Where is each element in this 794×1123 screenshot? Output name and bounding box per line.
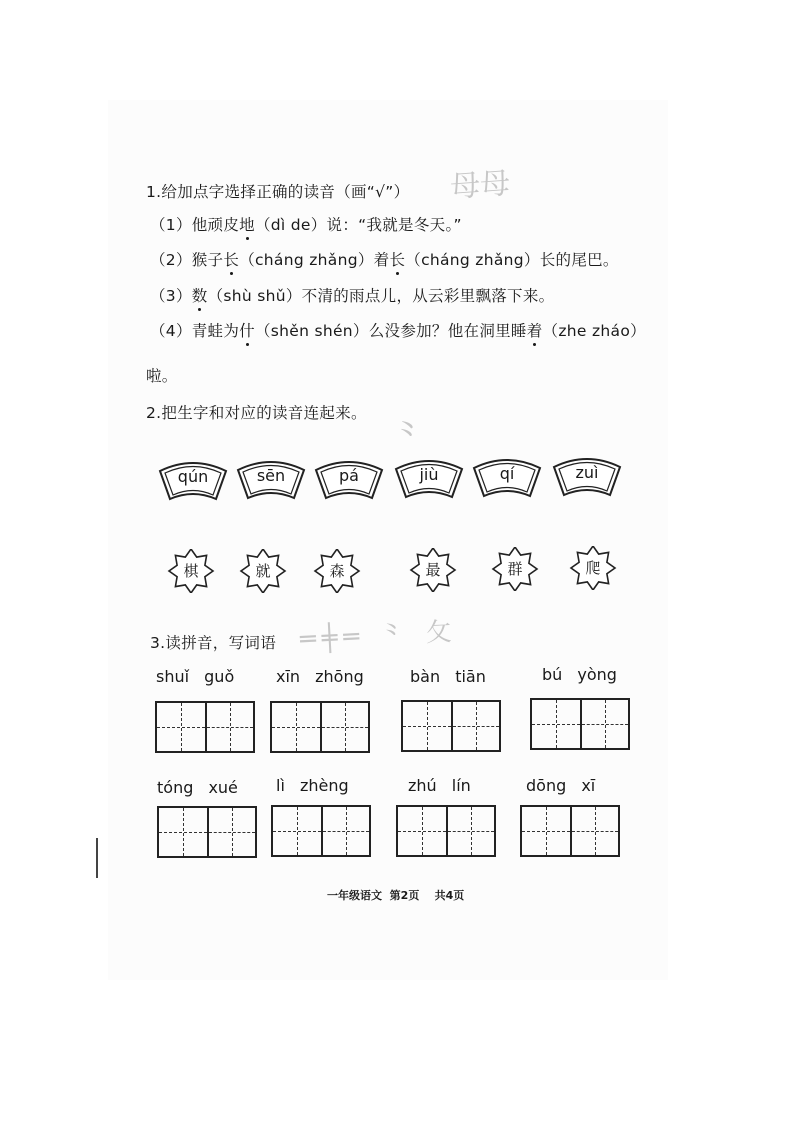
q1-item-1: （1）他顽皮地（dì de）说：“我就是冬天。” <box>150 216 462 234</box>
writing-grid[interactable] <box>157 806 257 858</box>
character-card[interactable] <box>568 546 618 590</box>
scan-edge-mark <box>96 838 98 878</box>
pinyin-card[interactable] <box>314 458 384 502</box>
q1-item-2: （2）猴子长（cháng zhǎng）着长（cháng zhǎng）长的尾巴。 <box>150 251 619 269</box>
pinyin-word: bàn tiān <box>410 667 486 686</box>
pinyin-word: tóng xué <box>157 778 238 797</box>
character-label: 群 <box>507 560 523 578</box>
pinyin-word: zhú lín <box>408 776 471 795</box>
pinyin-word: dōng xī <box>526 776 596 795</box>
pencil-mark: ═╪═ ⺀ ⺙ <box>299 616 459 656</box>
q1-item-3: （3）数（shù shǔ）不清的雨点儿，从云彩里飘落下来。 <box>150 287 555 305</box>
q3-title: 3.读拼音，写词语 <box>150 634 276 652</box>
character-card[interactable] <box>238 549 288 593</box>
character-label: 棋 <box>183 562 199 580</box>
q1-item-5: 啦。 <box>146 367 178 385</box>
character-card[interactable] <box>312 549 362 593</box>
writing-grid[interactable] <box>401 700 501 752</box>
page-footer: 一年级语文 第2页 共4页 <box>327 889 465 902</box>
writing-grid[interactable] <box>396 805 496 857</box>
pinyin-word: lì zhèng <box>276 776 349 795</box>
q1-item-4: （4）青蛙为什（shěn shén）么没参加？他在洞里睡着（zhe zháo） <box>150 322 646 340</box>
writing-grid[interactable] <box>271 805 371 857</box>
character-label: 就 <box>255 562 271 580</box>
character-card[interactable] <box>408 548 458 592</box>
pinyin-card[interactable] <box>552 455 622 499</box>
q2-title: 2.把生字和对应的读音连起来。 <box>146 404 367 422</box>
character-card[interactable] <box>166 549 216 593</box>
pinyin-word: bú yòng <box>542 665 617 684</box>
character-label: 森 <box>329 562 345 580</box>
pinyin-label: pá <box>339 466 359 485</box>
pinyin-label: jiù <box>419 465 439 484</box>
pinyin-label: sēn <box>256 466 286 485</box>
pencil-mark: ⺟⺟ <box>449 165 512 206</box>
character-label: 爬 <box>585 559 601 577</box>
writing-grid[interactable] <box>520 805 620 857</box>
character-label: 最 <box>425 561 441 579</box>
q1-title: 1.给加点字选择正确的读音（画“√”） <box>146 183 410 201</box>
pinyin-card[interactable] <box>472 456 542 500</box>
pinyin-card[interactable] <box>236 458 306 502</box>
pinyin-card[interactable] <box>394 457 464 501</box>
character-card[interactable] <box>490 547 540 591</box>
pinyin-label: qún <box>177 467 209 486</box>
writing-grid[interactable] <box>270 701 370 753</box>
writing-grid[interactable] <box>530 698 630 750</box>
pinyin-card[interactable] <box>158 459 228 503</box>
pinyin-word: xīn zhōng <box>276 667 364 686</box>
writing-grid[interactable] <box>155 701 255 753</box>
pinyin-label: zuì <box>575 463 599 482</box>
pencil-mark: ⺀ <box>392 416 425 454</box>
pinyin-label: qí <box>499 464 515 483</box>
pinyin-word: shuǐ guǒ <box>156 667 235 686</box>
